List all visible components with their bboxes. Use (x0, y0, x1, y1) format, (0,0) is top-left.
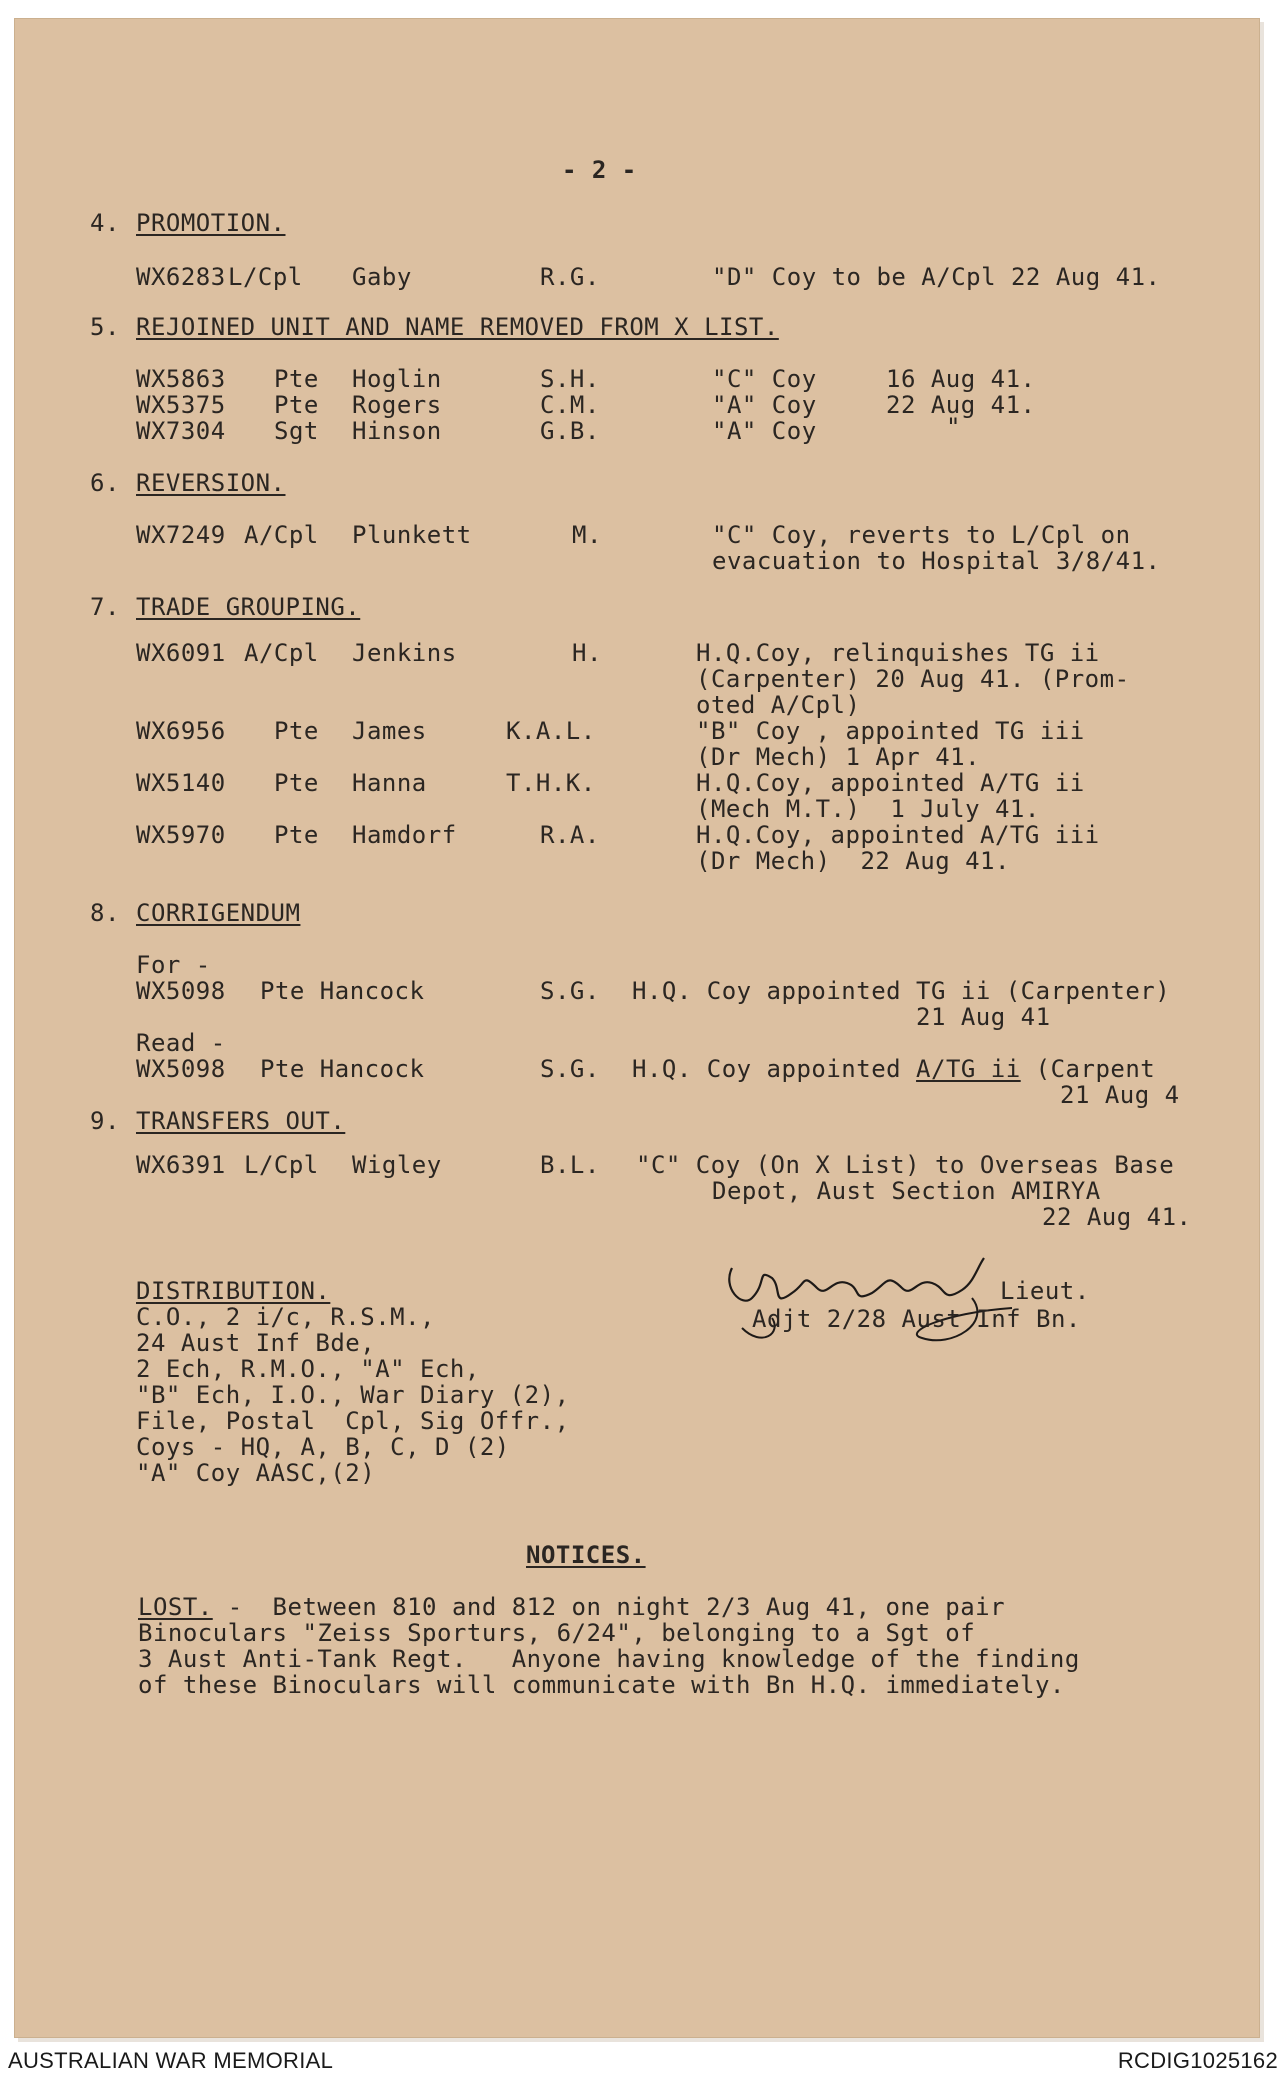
trade-row-2-rank: Pte (274, 717, 319, 745)
distribution-line-2: 24 Aust Inf Bde, (136, 1329, 376, 1357)
trade-row-2-name: James (352, 717, 427, 745)
distribution-line-6: Coys - HQ, A, B, C, D (2) (136, 1433, 510, 1461)
reversion-no-rank: WX7249 (136, 521, 226, 549)
trade-row-4-name: Hamdorf (352, 821, 457, 849)
trade-row-1-line-2: (Carpenter) 20 Aug 41. (Prom- (696, 665, 1130, 693)
section-7-heading: TRADE GROUPING. (136, 593, 361, 621)
footer-id: RCDIG1025162 (1117, 2048, 1278, 2073)
notice-line-2: Binoculars "Zeiss Sporturs, 6/24", belonging to a Sgt of (138, 1619, 976, 1647)
trade-row-4-no: WX5970 (136, 821, 226, 849)
trade-row-4-line-2: (Dr Mech) 22 Aug 41. (696, 847, 1010, 875)
trade-row-1-line-1: H.Q.Coy, relinquishes TG ii (696, 639, 1100, 667)
section-6-heading: REVERSION. (136, 469, 286, 497)
corrigendum-read-pre: H.Q. Coy appointed (632, 1055, 917, 1083)
notice-line-4: of these Binoculars will communicate with Bn H.Q. immediately. (138, 1671, 1065, 1699)
reversion-line-2: evacuation to Hospital 3/8/41. (712, 547, 1161, 575)
trade-row-3-no: WX5140 (136, 769, 226, 797)
corrigendum-read-post: (Carpent (1020, 1055, 1156, 1083)
section-5-heading: REJOINED UNIT AND NAME REMOVED FROM X LIST. (136, 313, 779, 341)
notice-lost-label: LOST. (138, 1593, 213, 1621)
rejoined-row-3-date: " (946, 413, 961, 441)
section-4-heading: PROMOTION. (136, 209, 286, 237)
rejoined-row-2-date: 22 Aug 41. (886, 391, 1036, 419)
transfer-line-2: Depot, Aust Section AMIRYA (712, 1177, 1101, 1205)
rejoined-row-3-name: Hinson (352, 417, 442, 445)
transfer-line-1: "C" Coy (On X List) to Overseas Base (636, 1151, 1175, 1179)
trade-row-2-line-1: "B" Coy , appointed TG iii (696, 717, 1085, 745)
rejoined-row-2-coy: "A" Coy (712, 391, 817, 419)
rejoined-row-2-no: WX5375 (136, 391, 226, 419)
rejoined-row-1-initials: S.H. (540, 365, 600, 393)
transfer-rank: L/Cpl (244, 1151, 319, 1179)
transfer-initials: B.L. (540, 1151, 600, 1179)
notice-lost-line-1 (138, 1594, 1005, 1621)
promotion-no: WX6283 (136, 263, 226, 291)
corrigendum-for-name: Pte Hancock (260, 977, 425, 1005)
distribution-heading: DISTRIBUTION. (136, 1277, 331, 1305)
trade-row-1-initials: H. (572, 639, 602, 667)
trade-row-3-name: Hanna (352, 769, 427, 797)
rejoined-row-1-name: Hoglin (352, 365, 442, 393)
section-6-number: 6. (90, 469, 120, 497)
trade-row-1-name: Jenkins (352, 639, 457, 667)
rejoined-row-2-name: Rogers (352, 391, 442, 419)
trade-row-2-line-2: (Dr Mech) 1 Apr 41. (696, 743, 981, 771)
page-number: - 2 - (562, 156, 637, 184)
corrigendum-read-line-1 (632, 1056, 1155, 1083)
rejoined-row-1-no: WX5863 (136, 365, 226, 393)
promotion-name: Gaby (352, 263, 412, 291)
notice-line-1-text: - Between 810 and 812 on night 2/3 Aug 41, one pair (212, 1593, 1006, 1621)
trade-row-2-initials: K.A.L. (506, 717, 596, 745)
trade-row-2-no: WX6956 (136, 717, 226, 745)
section-9-heading: TRANSFERS OUT. (136, 1107, 346, 1135)
corrigendum-read-label: Read - (136, 1029, 226, 1057)
section-5-number: 5. (90, 313, 120, 341)
corrigendum-read-no: WX5098 (136, 1055, 226, 1083)
trade-row-4-line-1: H.Q.Coy, appointed A/TG iii (696, 821, 1100, 849)
reversion-line-1: "C" Coy, reverts to L/Cpl on (712, 521, 1131, 549)
promotion-detail: "D" Coy to be A/Cpl 22 Aug 41. (712, 263, 1161, 291)
corrigendum-for-line-2: 21 Aug 41 (916, 1003, 1051, 1031)
transfer-name: Wigley (352, 1151, 442, 1179)
rejoined-row-1-date: 16 Aug 41. (886, 365, 1036, 393)
distribution-line-4: "B" Ech, I.O., War Diary (2), (136, 1381, 570, 1409)
distribution-line-3: 2 Ech, R.M.O., "A" Ech, (136, 1355, 480, 1383)
rejoined-row-2-initials: C.M. (540, 391, 600, 419)
corrigendum-for-label: For - (136, 951, 211, 979)
promotion-initials: R.G. (540, 263, 600, 291)
footer-source: AUSTRALIAN WAR MEMORIAL (8, 2048, 334, 2073)
section-4-number: 4. (90, 209, 120, 237)
rejoined-row-3-coy: "A" Coy (712, 417, 817, 445)
trade-row-3-line-1: H.Q.Coy, appointed A/TG ii (696, 769, 1085, 797)
corrigendum-read-initials: S.G. (540, 1055, 600, 1083)
transfer-line-3: 22 Aug 41. (1042, 1203, 1192, 1231)
corrigendum-read-name: Pte Hancock (260, 1055, 425, 1083)
rejoined-row-1-rank: Pte (274, 365, 319, 393)
trade-row-3-rank: Pte (274, 769, 319, 797)
signature-unit: Adjt 2/28 Aust Inf Bn. (752, 1305, 1081, 1333)
rejoined-row-2-rank: Pte (274, 391, 319, 419)
reversion-rank: A/Cpl (244, 521, 319, 549)
corrigendum-read-line-2: 21 Aug 4 (1060, 1081, 1180, 1109)
promotion-rank: L/Cpl (228, 263, 303, 291)
trade-row-1-no: WX6091 (136, 639, 226, 667)
section-9-number: 9. (90, 1107, 120, 1135)
rejoined-row-3-no: WX7304 (136, 417, 226, 445)
section-8-number: 8. (90, 899, 120, 927)
signature-rank: Lieut. (1000, 1277, 1090, 1305)
corrigendum-for-initials: S.G. (540, 977, 600, 1005)
trade-row-4-rank: Pte (274, 821, 319, 849)
rejoined-row-3-rank: Sgt (274, 417, 319, 445)
trade-row-4-initials: R.A. (540, 821, 600, 849)
distribution-line-5: File, Postal Cpl, Sig Offr., (136, 1407, 570, 1435)
notices-heading: NOTICES. (526, 1541, 646, 1569)
trade-row-3-initials: T.H.K. (506, 769, 596, 797)
distribution-line-7: "A" Coy AASC,(2) (136, 1459, 376, 1487)
section-8-heading: CORRIGENDUM (136, 899, 301, 927)
corrigendum-for-no: WX5098 (136, 977, 226, 1005)
transfer-no: WX6391 (136, 1151, 226, 1179)
reversion-initials: M. (572, 521, 602, 549)
trade-row-1-line-3: oted A/Cpl) (696, 691, 861, 719)
notice-line-3: 3 Aust Anti-Tank Regt. Anyone having knowledge of the finding (138, 1645, 1080, 1673)
corrigendum-for-line-1: H.Q. Coy appointed TG ii (Carpenter) (632, 977, 1171, 1005)
trade-row-1-rank: A/Cpl (244, 639, 319, 667)
reversion-name: Plunkett (352, 521, 472, 549)
rejoined-row-1-coy: "C" Coy (712, 365, 817, 393)
rejoined-row-3-initials: G.B. (540, 417, 600, 445)
section-7-number: 7. (90, 593, 120, 621)
corrigendum-read-underlined: A/TG ii (916, 1055, 1021, 1083)
trade-row-3-line-2: (Mech M.T.) 1 July 41. (696, 795, 1040, 823)
distribution-line-1: C.O., 2 i/c, R.S.M., (136, 1303, 435, 1331)
